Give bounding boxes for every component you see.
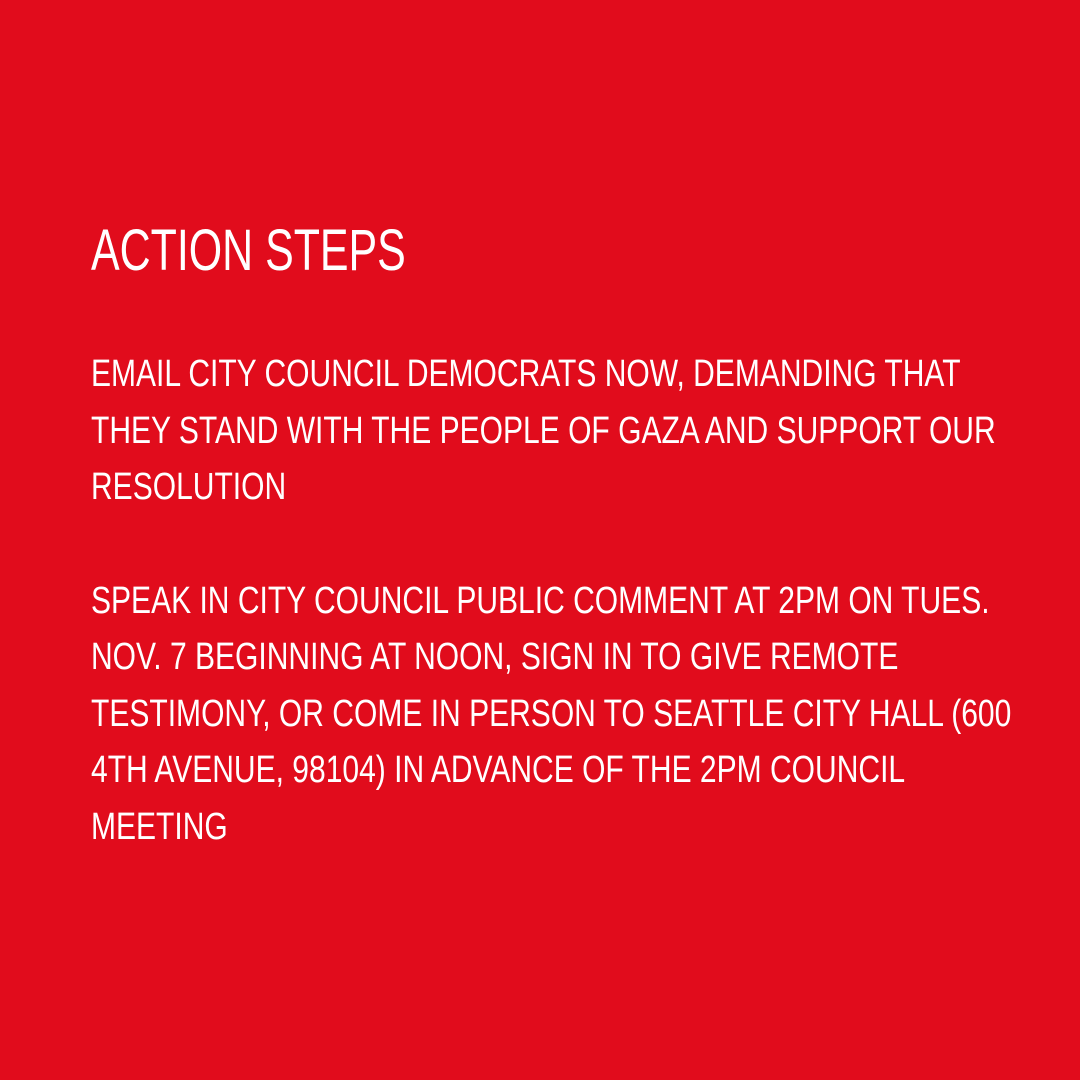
step-text-line: EMAIL CITY COUNCIL DEMOCRATS NOW, DEMANDING THAT (91, 353, 961, 395)
action-step-public-comment (91, 573, 1021, 856)
step-text-line: 4TH AVENUE, 98104) IN ADVANCE OF THE 2PM COUNCIL (91, 749, 906, 791)
step-text-line: NOV. 7 BEGINNING AT NOON, SIGN IN TO GIVE REMOTE (91, 636, 899, 678)
step-text-line: TESTIMONY, OR COME IN PERSON TO SEATTLE CITY HALL (600 (91, 692, 1012, 735)
step-text-line: SPEAK IN CITY COUNCIL PUBLIC COMMENT AT 2PM ON TUES. (91, 579, 990, 622)
step-text-line: THEY STAND WITH THE PEOPLE OF GAZA AND SUPPORT OUR (91, 409, 996, 452)
step-text-line: MEETING (91, 805, 228, 848)
step-text-line: RESOLUTION (91, 466, 287, 508)
page-title: ACTION STEPS (91, 218, 406, 283)
action-step-email (91, 346, 1021, 516)
action-steps-content (91, 218, 1021, 912)
